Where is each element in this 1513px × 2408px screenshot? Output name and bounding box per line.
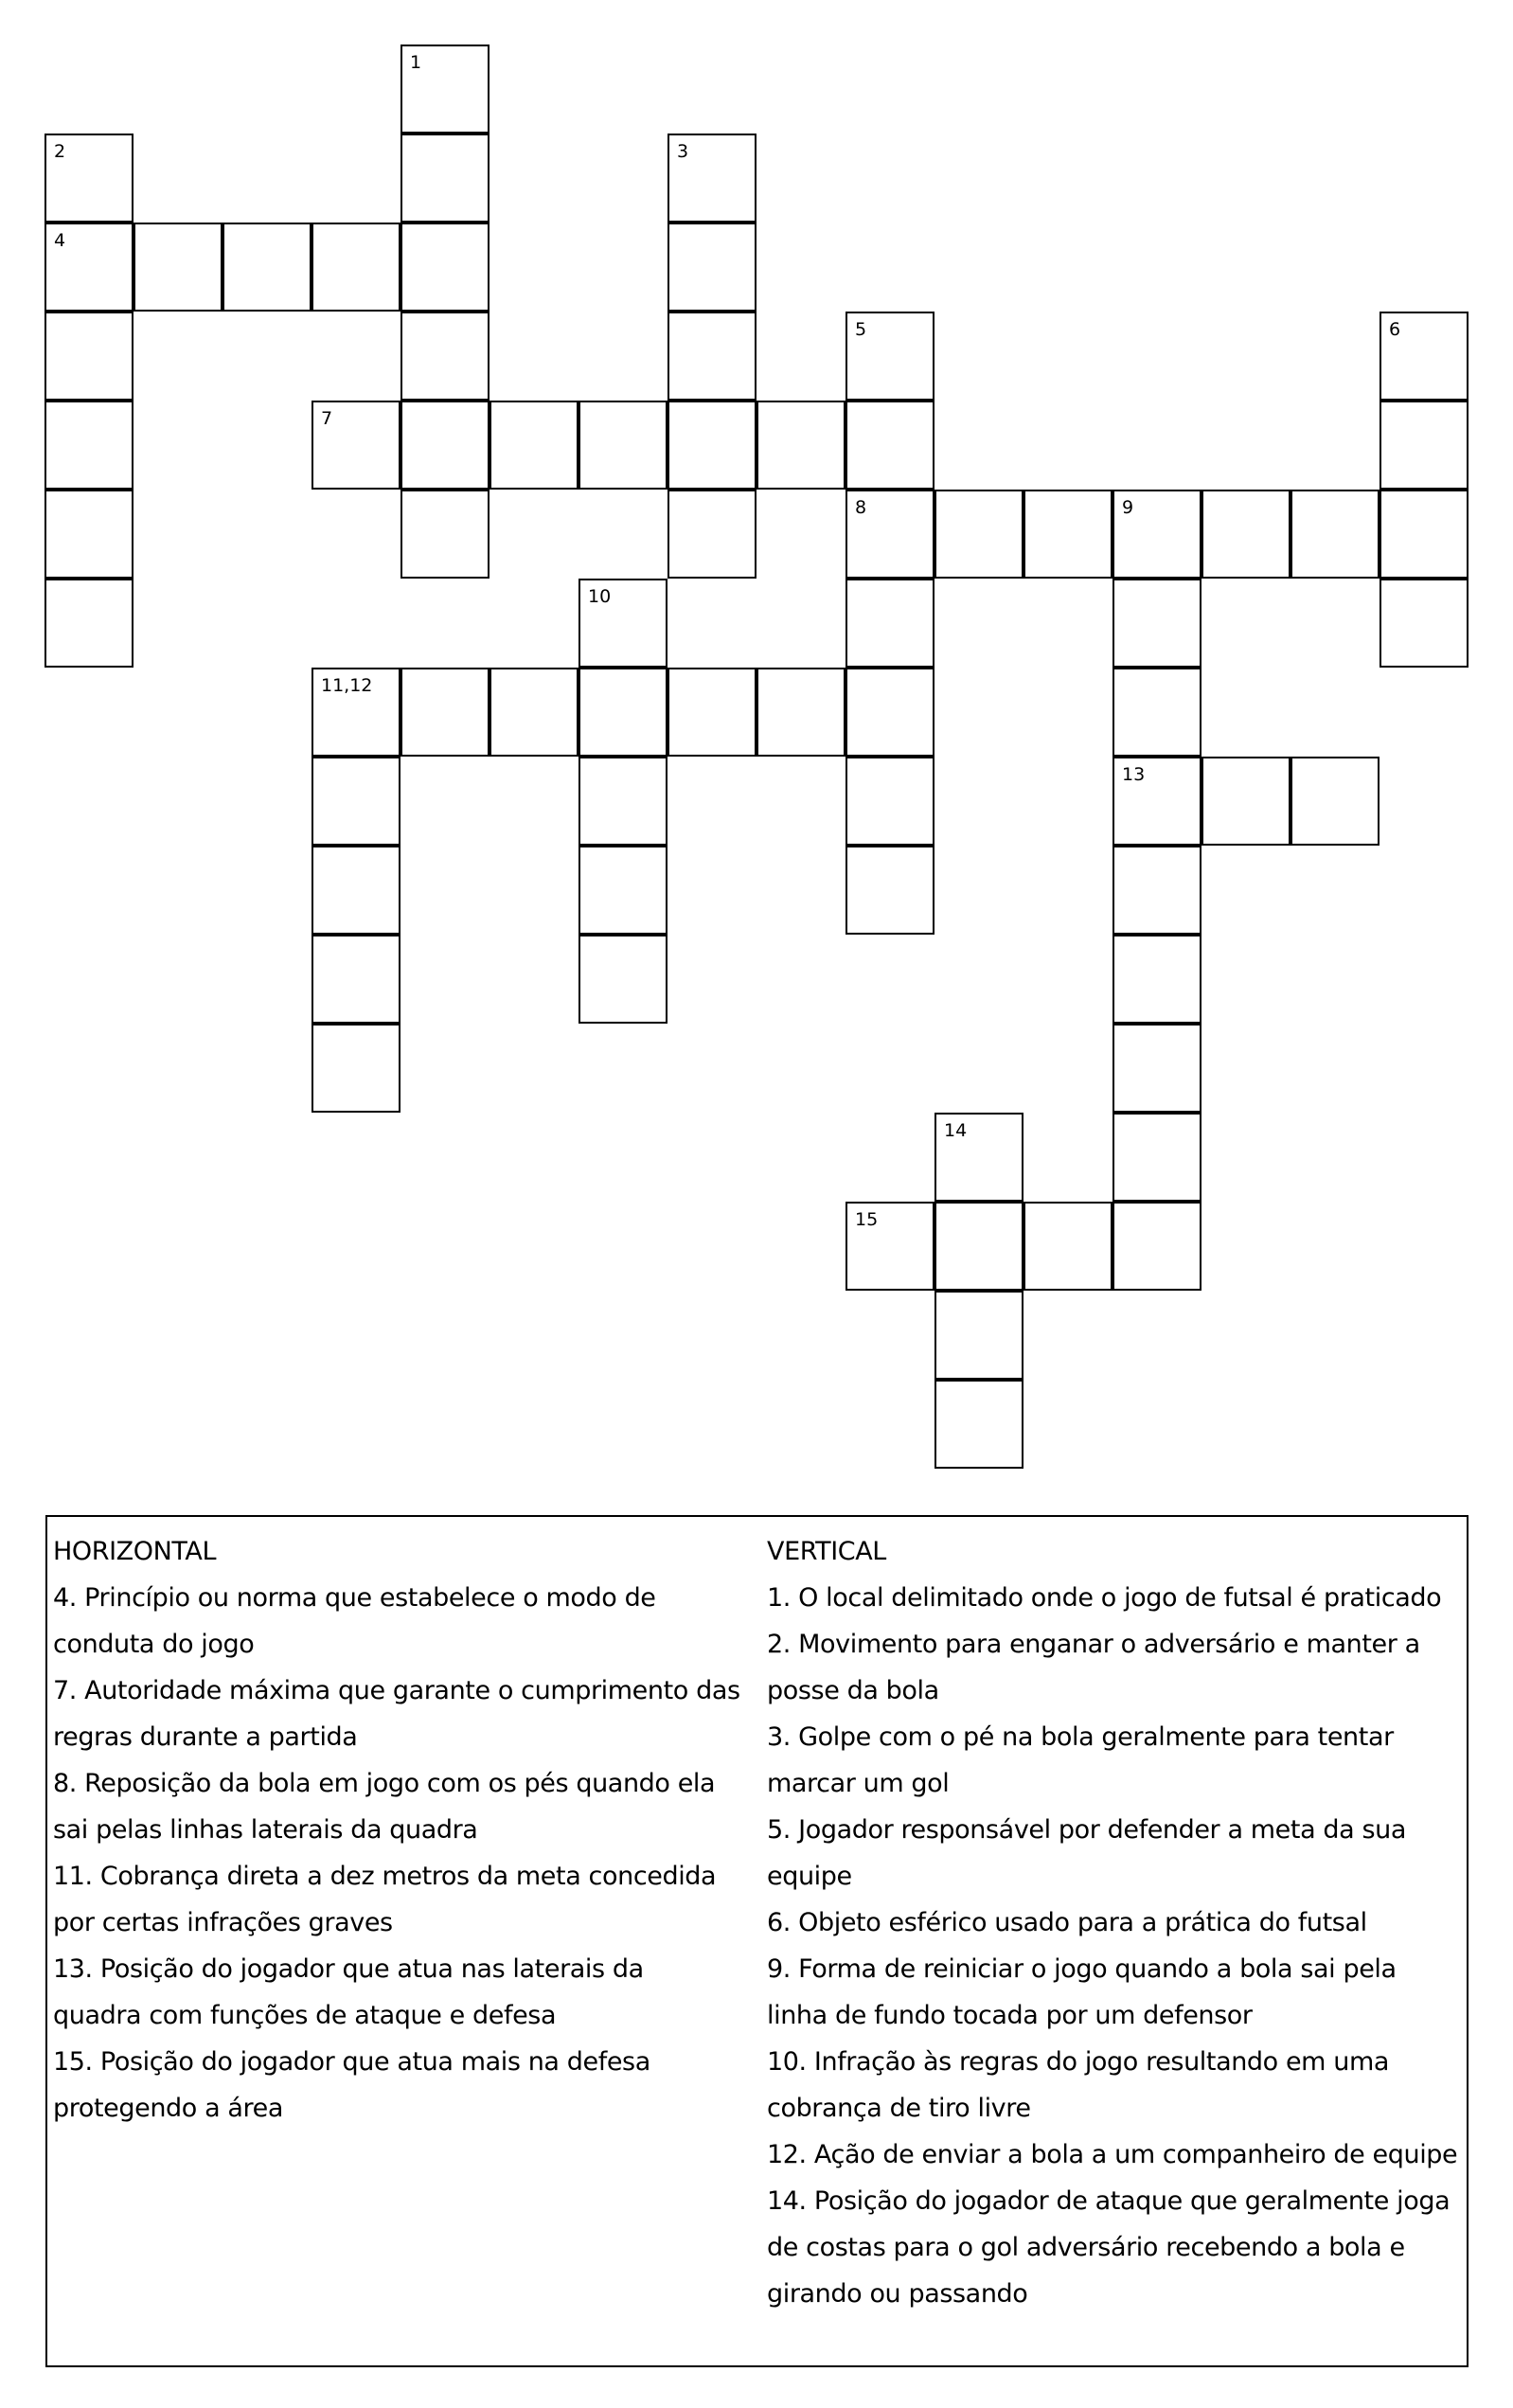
- crossword-cell[interactable]: [668, 134, 756, 223]
- crossword-cell[interactable]: [846, 490, 934, 579]
- clue-line: 5. Jogador responsável por defender a meta da sua: [767, 1815, 1406, 1845]
- crossword-cell[interactable]: [846, 757, 934, 846]
- crossword-cell[interactable]: [1202, 757, 1290, 846]
- clue-line: 11. Cobrança direta a dez metros da meta concedida: [53, 1862, 717, 1891]
- clue-line: 15. Posição do jogador que atua mais na defesa: [53, 2047, 650, 2077]
- crossword-cell[interactable]: [756, 401, 846, 490]
- crossword-cell[interactable]: [312, 846, 400, 935]
- crossword-cell[interactable]: [44, 579, 134, 668]
- clue-number: 15: [855, 1209, 879, 1230]
- crossword-cell[interactable]: [846, 1202, 934, 1291]
- clue-line: 1. O local delimitado onde o jogo de futsal é praticado: [767, 1583, 1442, 1613]
- crossword-cell[interactable]: [578, 579, 668, 668]
- clue-line: 13. Posição do jogador que atua nas laterais da: [53, 1954, 644, 1984]
- crossword-cell[interactable]: [846, 401, 934, 490]
- crossword-cell[interactable]: [1024, 490, 1112, 579]
- horizontal-clues: [53, 1528, 761, 2132]
- crossword-cell[interactable]: [1290, 757, 1380, 846]
- crossword-cell[interactable]: [1112, 846, 1202, 935]
- clue-line: linha de fundo tocada por um defensor: [767, 2001, 1253, 2030]
- crossword-cell[interactable]: [1112, 490, 1202, 579]
- crossword-cell[interactable]: [1112, 668, 1202, 757]
- crossword-cell[interactable]: [44, 223, 134, 312]
- crossword-cell[interactable]: [578, 401, 668, 490]
- crossword-cell[interactable]: [756, 668, 846, 757]
- crossword-cell[interactable]: [400, 312, 490, 401]
- clue-line: sai pelas linhas laterais da quadra: [53, 1815, 478, 1845]
- clue-line: 12. Ação de enviar a bola a um companheiro de equipe: [767, 2140, 1458, 2169]
- clue-line: de costas para o gol adversário recebendo a bola e: [767, 2233, 1405, 2262]
- crossword-cell[interactable]: [668, 401, 756, 490]
- crossword-cell[interactable]: [400, 490, 490, 579]
- clue-number: 4: [54, 230, 66, 251]
- crossword-cell[interactable]: [1112, 935, 1202, 1024]
- crossword-cell[interactable]: [668, 490, 756, 579]
- crossword-cell[interactable]: [312, 401, 400, 490]
- crossword-cell[interactable]: [1202, 490, 1290, 579]
- crossword-cell[interactable]: [934, 1380, 1024, 1469]
- clue-number: 14: [944, 1120, 968, 1141]
- crossword-cell[interactable]: [668, 223, 756, 312]
- crossword-cell[interactable]: [400, 401, 490, 490]
- clue-line: equipe: [767, 1862, 852, 1891]
- crossword-cell[interactable]: [846, 846, 934, 935]
- clue-line: 9. Forma de reiniciar o jogo quando a bola sai pela: [767, 1954, 1397, 1984]
- crossword-cell[interactable]: [312, 1024, 400, 1113]
- crossword-cell[interactable]: [578, 757, 668, 846]
- crossword-cell[interactable]: [44, 312, 134, 401]
- clue-line: 10. Infração às regras do jogo resultando em uma: [767, 2047, 1390, 2077]
- clue-line: 8. Reposição da bola em jogo com os pés quando ela: [53, 1769, 716, 1798]
- clue-line: quadra com funções de ataque e defesa: [53, 2001, 557, 2030]
- crossword-cell[interactable]: [846, 312, 934, 401]
- crossword-cell[interactable]: [1380, 312, 1468, 401]
- crossword-cell[interactable]: [1112, 579, 1202, 668]
- clue-line: 14. Posição do jogador de ataque que geralmente joga: [767, 2186, 1451, 2216]
- clue-line: regras durante a partida: [53, 1722, 358, 1752]
- crossword-cell[interactable]: [934, 1202, 1024, 1291]
- clue-line: 7. Autoridade máxima que garante o cumprimento das: [53, 1676, 740, 1705]
- clue-line: conduta do jogo: [53, 1630, 255, 1659]
- crossword-cell[interactable]: [1112, 1202, 1202, 1291]
- clue-number: 3: [677, 141, 689, 162]
- crossword-cell[interactable]: [934, 1291, 1024, 1380]
- clue-number: 2: [54, 141, 66, 162]
- crossword-cell[interactable]: [44, 401, 134, 490]
- horizontal-heading: HORIZONTAL: [53, 1537, 217, 1566]
- crossword-cell[interactable]: [1024, 1202, 1112, 1291]
- crossword-cell[interactable]: [400, 223, 490, 312]
- crossword-cell[interactable]: [312, 757, 400, 846]
- crossword-cell[interactable]: [1380, 490, 1468, 579]
- crossword-cell[interactable]: [1380, 401, 1468, 490]
- crossword-cell[interactable]: [846, 579, 934, 668]
- crossword-cell[interactable]: [668, 312, 756, 401]
- clue-line: 6. Objeto esférico usado para a prática do futsal: [767, 1908, 1367, 1937]
- crossword-cell[interactable]: [312, 223, 400, 312]
- clue-line: girando ou passando: [767, 2279, 1028, 2309]
- clue-number: 10: [588, 586, 612, 607]
- clues-box: [45, 1515, 1468, 2367]
- crossword-cell[interactable]: [578, 668, 668, 757]
- crossword-cell[interactable]: [1290, 490, 1380, 579]
- clue-line: 4. Princípio ou norma que estabelece o modo de: [53, 1583, 656, 1613]
- crossword-cell[interactable]: [846, 668, 934, 757]
- clue-line: protegendo a área: [53, 2094, 284, 2123]
- clue-line: marcar um gol: [767, 1769, 950, 1798]
- clue-line: 3. Golpe com o pé na bola geralmente para tentar: [767, 1722, 1394, 1752]
- crossword-cell[interactable]: [222, 223, 312, 312]
- crossword-cell[interactable]: [668, 668, 756, 757]
- crossword-cell[interactable]: [1112, 757, 1202, 846]
- crossword-cell[interactable]: [578, 935, 668, 1024]
- clue-line: cobrança de tiro livre: [767, 2094, 1031, 2123]
- crossword-cell[interactable]: [400, 45, 490, 134]
- clue-number: 13: [1122, 764, 1146, 785]
- crossword-cell[interactable]: [1112, 1024, 1202, 1113]
- clue-number: 1: [410, 52, 422, 73]
- clue-number: 5: [855, 319, 867, 340]
- clue-line: posse da bola: [767, 1676, 939, 1705]
- crossword-cell[interactable]: [490, 401, 578, 490]
- crossword-cell[interactable]: [1380, 579, 1468, 668]
- clue-number: 6: [1389, 319, 1401, 340]
- crossword-cell[interactable]: [312, 935, 400, 1024]
- clue-line: 2. Movimento para enganar o adversário e manter a: [767, 1630, 1420, 1659]
- crossword-cell[interactable]: [578, 846, 668, 935]
- crossword-cell[interactable]: [44, 134, 134, 223]
- crossword-cell[interactable]: [934, 490, 1024, 579]
- crossword-cell[interactable]: [400, 134, 490, 223]
- crossword-cell[interactable]: [400, 668, 490, 757]
- clue-line: por certas infrações graves: [53, 1908, 393, 1937]
- crossword-cell[interactable]: [934, 1113, 1024, 1202]
- crossword-cell[interactable]: [134, 223, 222, 312]
- crossword-cell[interactable]: [1112, 1113, 1202, 1202]
- clue-number: 9: [1122, 497, 1134, 518]
- crossword-cell[interactable]: [312, 668, 400, 757]
- vertical-heading: VERTICAL: [767, 1537, 886, 1566]
- crossword-cell[interactable]: [490, 668, 578, 757]
- clue-number: 7: [321, 408, 333, 429]
- clue-number: 8: [855, 497, 867, 518]
- crossword-cell[interactable]: [44, 490, 134, 579]
- vertical-clues: [767, 1528, 1468, 2317]
- clue-number: 11,12: [321, 675, 373, 696]
